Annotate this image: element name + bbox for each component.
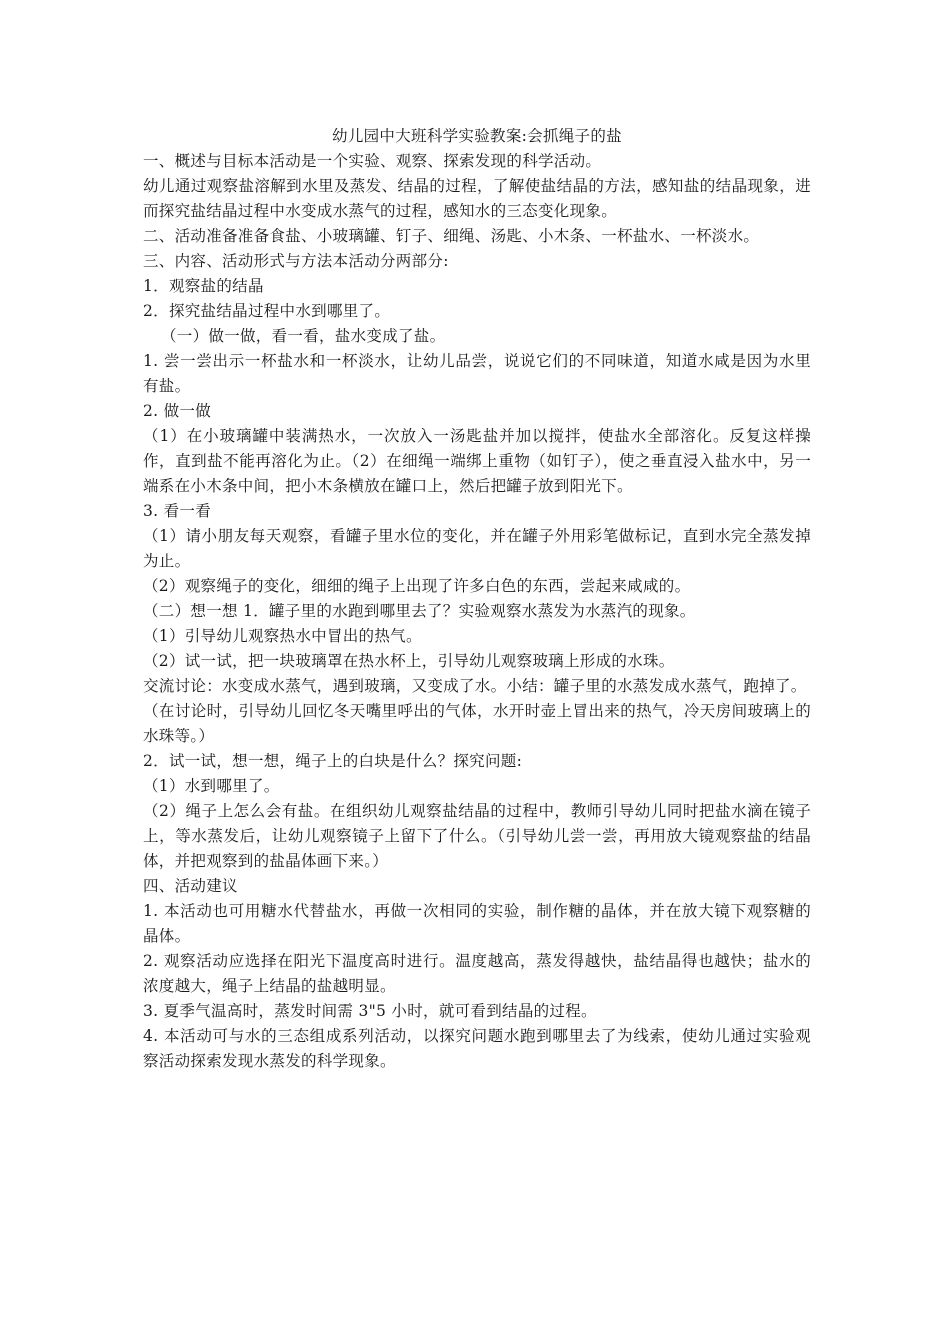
paragraph-think-step-1: （1）引导幼儿观察热水中冒出的热气。	[143, 627, 422, 645]
paragraph-taste: 1. 尝一尝出示一杯盐水和一杯淡水，让幼儿品尝，说说它们的不同味道，知道水咸是因为水里有盐。	[143, 352, 811, 395]
paragraph-section-one: （一）做一做，看一看，盐水变成了盐。	[161, 327, 446, 345]
paragraph-preparation: 二、活动准备准备食盐、小玻璃罐、钉子、细绳、汤匙、小木条、一杯盐水、一杯淡水。	[143, 227, 760, 245]
paragraph-content-heading: 三、内容、活动形式与方法本活动分两部分:	[143, 252, 449, 270]
paragraph-think-step-2: （2）试一试，把一块玻璃罩在热水杯上，引导幼儿观察玻璃上形成的水珠。	[143, 652, 675, 670]
paragraph-suggestion-4: 4. 本活动可与水的三态组成系列活动，以探究问题水跑到哪里去了为线索，使幼儿通过实验观察活动探索发现水蒸发的科学现象。	[143, 1027, 811, 1070]
paragraph-suggestion-1: 1. 本活动也可用糖水代替盐水，再做一次相同的实验，制作糖的晶体，并在放大镜下观察糖的晶体。	[143, 902, 811, 945]
paragraph-suggestions-heading: 四、活动建议	[143, 877, 238, 895]
paragraph-try-step-1: （1）水到哪里了。	[143, 777, 280, 795]
paragraph-section-two: （二）想一想 1．罐子里的水跑到哪里去了？实验观察水蒸发为水蒸汽的现象。	[143, 602, 696, 620]
paragraph-try-step-2: （2）绳子上怎么会有盐。在组织幼儿观察盐结晶的过程中，教师引导幼儿同时把盐水滴在镜子上，等水蒸发后，让幼儿观察镜子上留下了什么。（引导幼儿尝一尝，再用放大镜观察盐的结晶体，并把观察到的盐晶体画下来。）	[143, 802, 811, 870]
paragraph-look-heading: 3. 看一看	[143, 502, 212, 520]
paragraph-part-1: 1．观察盐的结晶	[143, 277, 264, 295]
paragraph-part-2: 2．探究盐结晶过程中水到哪里了。	[143, 302, 391, 320]
paragraph-do-steps: （1）在小玻璃罐中装满热水，一次放入一汤匙盐并加以搅拌，使盐水全部溶化。反复这样操作，直到盐不能再溶化为止。（2）在细绳一端绑上重物（如钉子），使之垂直浸入盐水中，另一端系在小木条中间，把小木条横放在罐口上，然后把罐子放到阳光下。	[143, 427, 811, 495]
paragraph-try-heading: 2．试一试，想一想，绳子上的白块是什么？探究问题:	[143, 752, 523, 770]
paragraph-goals: 幼儿通过观察盐溶解到水里及蒸发、结晶的过程，了解使盐结晶的方法，感知盐的结晶现象，进而探究盐结晶过程中水变成水蒸气的过程，感知水的三态变化现象。	[143, 177, 811, 220]
paragraph-suggestion-2: 2. 观察活动应选择在阳光下温度高时进行。温度越高，蒸发得越快，盐结晶得也越快；盐水的浓度越大，绳子上结晶的盐越明显。	[143, 952, 811, 995]
paragraph-look-step-1: （1）请小朋友每天观察，看罐子里水位的变化，并在罐子外用彩笔做标记，直到水完全蒸发掉为止。	[143, 527, 811, 570]
document-body	[143, 124, 811, 1074]
paragraph-discussion: 交流讨论：水变成水蒸气，遇到玻璃，又变成了水。小结：罐子里的水蒸发成水蒸气，跑掉了。	[143, 677, 807, 695]
paragraph-overview: 一、概述与目标本活动是一个实验、观察、探索发现的科学活动。	[143, 152, 602, 170]
document-title: 幼儿园中大班科学实验教案:会抓绳子的盐	[332, 127, 622, 145]
paragraph-do-heading: 2. 做一做	[143, 402, 212, 420]
paragraph-discussion-note: （在讨论时，引导幼儿回忆冬天嘴里呼出的气体，水开时壶上冒出来的热气，冷天房间玻璃上的水珠等。）	[143, 702, 811, 745]
paragraph-look-step-2: （2）观察绳子的变化，细细的绳子上出现了许多白色的东西，尝起来咸咸的。	[143, 577, 691, 595]
paragraph-suggestion-3: 3. 夏季气温高时，蒸发时间需 3"5 小时，就可看到结晶的过程。	[143, 1002, 597, 1020]
